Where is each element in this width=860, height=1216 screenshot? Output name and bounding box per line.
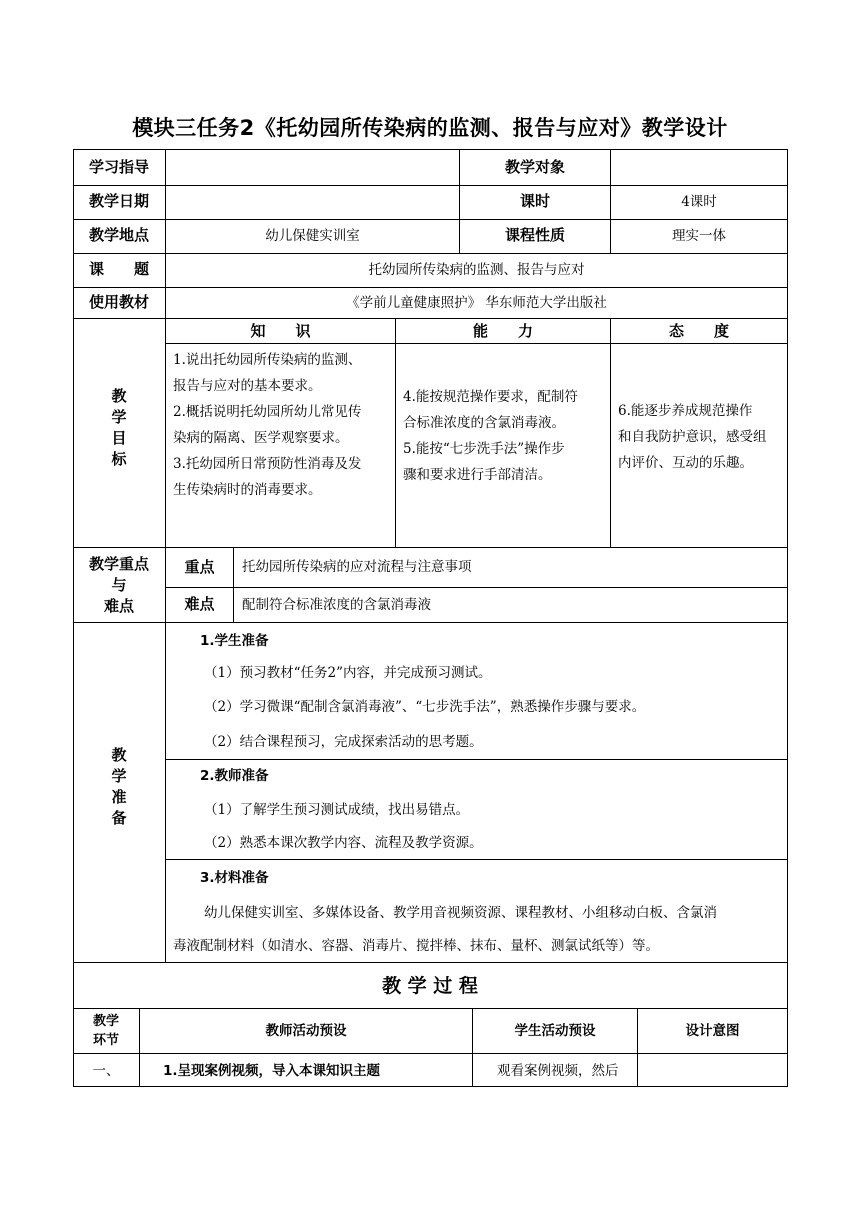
teacher-prep-item: （2）熟悉本课次教学内容、流程及教学资源。 <box>204 835 483 851</box>
student-prep-item: （2）结合课程预习，完成探索活动的思考题。 <box>204 734 483 750</box>
student-prep-item: （1）预习教材“任务2”内容，并完成预习测试。 <box>204 665 492 681</box>
label-teaching-date: 教学日期 <box>88 192 149 210</box>
material-prep-line: 幼儿保健实训室、多媒体设备、教学用音视频资源、课程教材、小组移动白板、含氯消 <box>204 905 717 921</box>
page-title: 模块三任务2《托幼园所传染病的监测、报告与应对》教学设计 <box>132 116 728 140</box>
process-stage: 一、 <box>92 1063 120 1079</box>
difficulty-label: 难点 <box>184 595 215 613</box>
student-prep-item: （2）学习微课“配制含氯消毒液”、“七步洗手法”，熟悉操作步骤与要求。 <box>204 699 646 715</box>
preparation-label: 教 学 准 备 <box>111 746 127 827</box>
ability-objectives: 4.能按规范操作要求，配制符 合标准浓度的含氯消毒液。 5.能按“七步洗手法”操作步 骤和要求进行手部清洁。 <box>403 389 578 483</box>
value-topic: 托幼园所传染病的监测、报告与应对 <box>368 262 585 278</box>
process-teacher-activity: 1.呈现案例视频，导入本课知识主题 <box>163 1063 381 1079</box>
label-course-nature: 课程性质 <box>504 226 565 244</box>
header-attitude: 态 度 <box>668 322 729 340</box>
col-intent-header: 设计意图 <box>685 1023 740 1039</box>
value-class-hours: 4课时 <box>681 194 717 210</box>
teacher-prep-heading: 2.教师准备 <box>200 768 269 784</box>
label-teaching-location: 教学地点 <box>88 226 149 244</box>
label-topic: 课 题 <box>88 260 149 278</box>
header-knowledge: 知 识 <box>250 322 311 340</box>
key-label: 重点 <box>184 558 215 576</box>
key-points-label: 教学重点 与 难点 <box>88 555 149 615</box>
header-ability: 能 力 <box>472 322 533 340</box>
process-heading: 教 学 过 程 <box>382 975 478 997</box>
student-prep-heading: 1.学生准备 <box>200 633 269 649</box>
teacher-prep-item: （1）了解学生预习测试成绩，找出易错点。 <box>204 802 470 818</box>
value-teaching-location: 幼儿保健实训室 <box>265 228 360 244</box>
material-prep-line: 毒液配制材料（如清水、容器、消毒片、搅拌棒、抹布、量杯、测氯试纸等）等。 <box>173 938 659 954</box>
knowledge-objectives: 1.说出托幼园所传染病的监测、 报告与应对的基本要求。 2.概括说明托幼园所幼儿常见传 染病的隔离、医学观察要求。 3.托幼园所日常预防性消毒及发 生传染病时的消毒要求。 <box>173 352 362 498</box>
attitude-objectives: 6.能逐步养成规范操作 和自我防护意识，感受组 内评价、互动的乐趣。 <box>618 403 767 471</box>
difficulty-value: 配制符合标准浓度的含氯消毒液 <box>242 597 431 613</box>
value-course-nature: 理实一体 <box>672 228 726 244</box>
objectives-label: 教 学 目 标 <box>111 387 127 468</box>
col-student-header: 学生活动预设 <box>514 1023 596 1039</box>
key-value: 托幼园所传染病的应对流程与注意事项 <box>242 559 472 575</box>
label-teaching-target: 教学对象 <box>504 158 565 176</box>
value-textbook: 《学前儿童健康照护》 华东师范大学出版社 <box>346 295 607 311</box>
material-prep-heading: 3.材料准备 <box>200 870 269 886</box>
process-student-activity: 观看案例视频，然后 <box>497 1063 619 1079</box>
label-textbook: 使用教材 <box>88 293 149 311</box>
col-stage-header: 教学 环节 <box>92 1014 119 1048</box>
label-study-guide: 学习指导 <box>88 158 149 176</box>
col-teacher-header: 教师活动预设 <box>265 1023 347 1039</box>
label-class-hours: 课时 <box>519 192 550 210</box>
